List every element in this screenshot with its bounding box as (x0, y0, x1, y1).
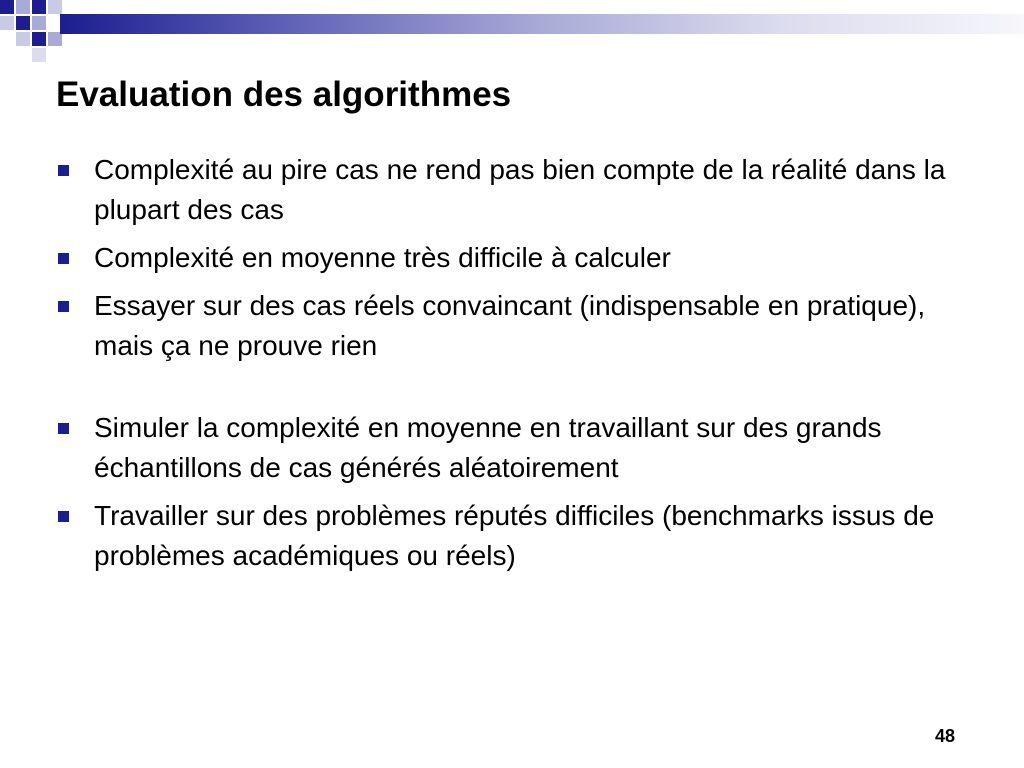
square-bullet-icon (58, 301, 69, 312)
bullet-item (56, 408, 976, 488)
bullet-item (56, 238, 976, 278)
bullet-text: Travailler sur des problèmes réputés difficiles (benchmarks issus de problèmes académiques ou réels) (94, 500, 935, 571)
page-number: 48 (935, 726, 956, 746)
header-decoration (0, 0, 1024, 48)
square-bullet-icon (58, 165, 69, 176)
slide-title: Evaluation des algorithmes (56, 75, 512, 114)
bullet-item (56, 286, 976, 366)
square-bullet-icon (58, 423, 69, 434)
bullet-text: Essayer sur des cas réels convaincant (indispensable en pratique), mais ça ne prouve rien (94, 290, 926, 361)
bullet-item (56, 496, 976, 576)
bullet-list (56, 150, 976, 584)
bullet-text: Simuler la complexité en moyenne en travaillant sur des grands échantillons de cas générés aléatoirement (94, 412, 882, 483)
header-gradient-bar (60, 14, 1024, 34)
bullet-item (56, 150, 976, 230)
decorative-squares (0, 0, 90, 70)
square-bullet-icon (58, 253, 69, 264)
bullet-text: Complexité au pire cas ne rend pas bien compte de la réalité dans la plupart des cas (94, 154, 946, 225)
square-bullet-icon (58, 511, 69, 522)
bullet-text: Complexité en moyenne très difficile à calculer (94, 242, 671, 273)
